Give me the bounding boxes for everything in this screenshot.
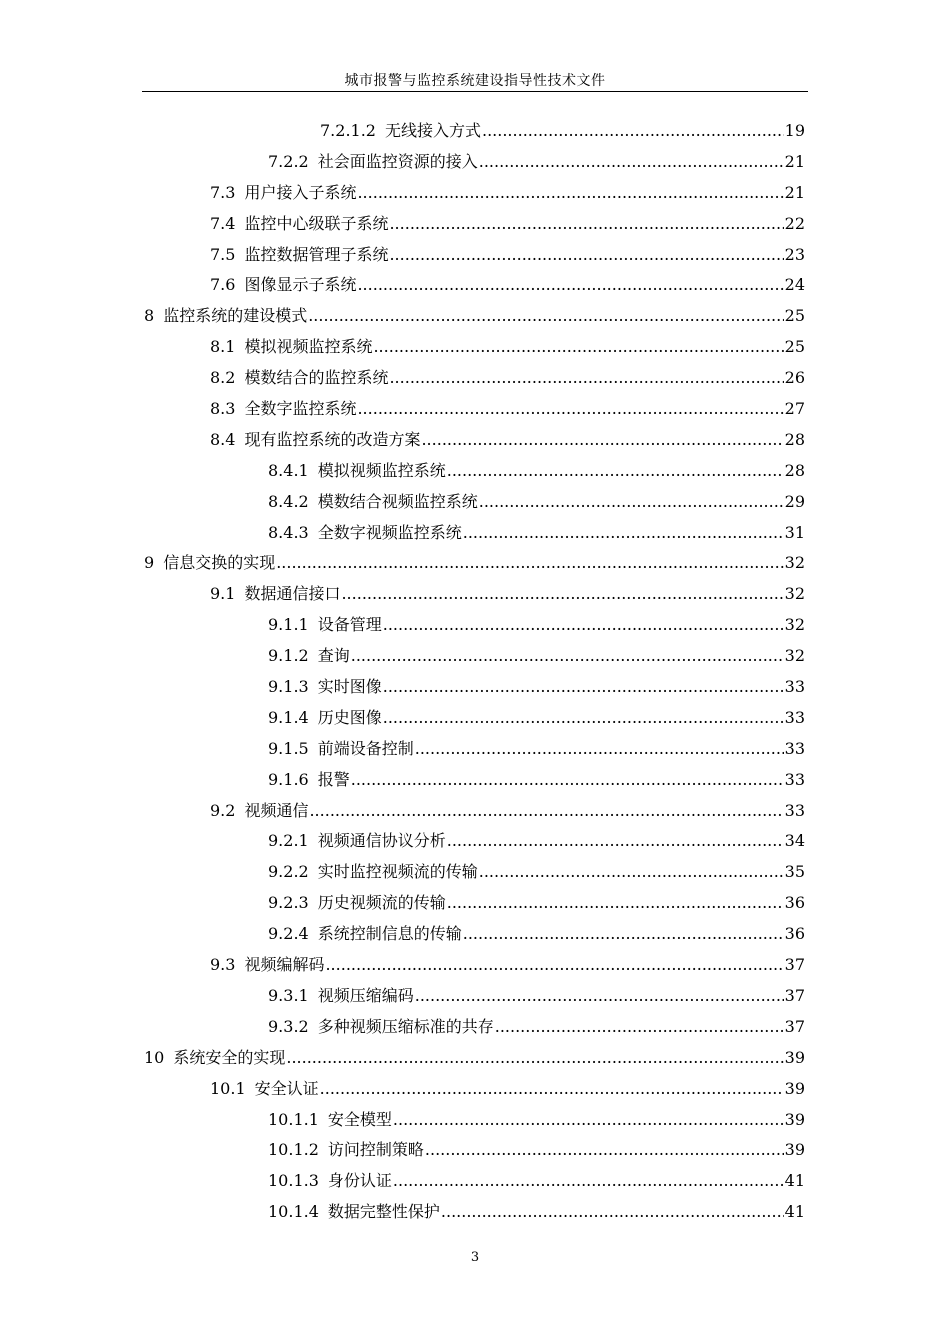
toc-entry[interactable]	[0, 703, 950, 734]
toc-entry-number: 9.2	[210, 800, 236, 820]
toc-dot-leader	[276, 548, 783, 579]
toc-entry[interactable]	[0, 765, 950, 796]
toc-dot-leader	[351, 641, 784, 672]
toc-entry-page: 28	[784, 429, 805, 449]
toc-entry-page: 39	[784, 1047, 805, 1067]
toc-entry[interactable]	[0, 981, 950, 1012]
toc-dot-leader	[383, 610, 784, 641]
toc-entry-number: 9.2.3	[268, 893, 309, 913]
toc-entry-title: 视频编解码	[244, 955, 325, 975]
toc-entry-title: 模数结合视频监控系统	[317, 491, 478, 511]
toc-dot-leader	[389, 240, 783, 271]
toc-dot-leader	[320, 1074, 784, 1105]
toc-entry-page: 31	[784, 522, 805, 542]
toc-entry-title: 系统控制信息的传输	[317, 924, 462, 944]
toc-entry-page: 33	[784, 800, 805, 820]
toc-dot-leader	[415, 734, 784, 765]
toc-entry[interactable]	[0, 363, 950, 394]
toc-entry-number: 8.2	[210, 368, 236, 388]
page-number: 3	[470, 1250, 480, 1265]
toc-entry-number: 7.2.2	[268, 151, 309, 171]
toc-entry[interactable]	[0, 487, 950, 518]
toc-entry-title: 无线接入方式	[384, 121, 481, 140]
toc-entry-title: 全数字监控系统	[244, 399, 357, 419]
toc-dot-leader	[447, 826, 784, 857]
toc-entry-page: 41	[784, 1202, 805, 1222]
toc-entry-page: 29	[784, 491, 805, 511]
toc-entry-number: 9.1.6	[268, 769, 309, 789]
toc-entry-number: 10.1.4	[268, 1202, 319, 1222]
toc-entry-number: 10.1.2	[268, 1140, 319, 1160]
toc-dot-leader	[389, 363, 783, 394]
toc-entry-page: 37	[784, 955, 805, 975]
toc-dot-leader	[441, 1197, 784, 1228]
toc-entry-number: 9.1.3	[268, 677, 309, 697]
toc-dot-leader	[309, 796, 783, 827]
toc-entry-title: 前端设备控制	[317, 738, 414, 758]
toc-dot-leader	[357, 394, 783, 425]
toc-entry-title: 数据完整性保护	[327, 1202, 440, 1222]
table-of-contents	[0, 116, 950, 1228]
toc-entry[interactable]	[0, 1166, 950, 1197]
toc-entry[interactable]	[0, 394, 950, 425]
toc-entry-page: 21	[784, 151, 805, 171]
toc-entry-number: 8.4.2	[268, 491, 309, 511]
toc-entry-page: 41	[784, 1171, 805, 1191]
toc-entry[interactable]	[0, 610, 950, 641]
toc-entry-page: 34	[784, 831, 805, 851]
toc-dot-leader	[389, 209, 783, 240]
toc-entry-title: 社会面监控资源的接入	[317, 151, 478, 171]
toc-entry[interactable]	[0, 857, 950, 888]
toc-entry-number: 9.1.4	[268, 707, 309, 727]
toc-entry-number: 8.4	[210, 429, 236, 449]
toc-entry[interactable]	[0, 425, 950, 456]
toc-dot-leader	[479, 487, 784, 518]
toc-entry-page: 33	[784, 738, 805, 758]
header-divider	[142, 91, 808, 92]
toc-entry[interactable]	[0, 1043, 950, 1074]
toc-entry[interactable]	[0, 1074, 950, 1105]
toc-dot-leader	[479, 147, 784, 178]
toc-dot-leader	[463, 518, 784, 549]
toc-entry-title: 视频通信协议分析	[317, 831, 446, 851]
toc-entry-page: 33	[784, 677, 805, 697]
toc-entry-title: 安全模型	[327, 1109, 392, 1129]
toc-entry-page: 32	[784, 615, 805, 635]
toc-entry[interactable]	[0, 579, 950, 610]
toc-entry-page: 25	[784, 306, 805, 326]
toc-entry-page: 36	[784, 924, 805, 944]
toc-entry-page: 25	[784, 337, 805, 357]
toc-dot-leader	[325, 950, 783, 981]
toc-entry-page: 23	[784, 244, 805, 264]
toc-entry[interactable]	[0, 332, 950, 363]
toc-entry-title: 系统安全的实现	[173, 1047, 286, 1067]
toc-entry[interactable]	[0, 919, 950, 950]
toc-entry[interactable]	[0, 641, 950, 672]
toc-entry-number: 7.5	[210, 244, 236, 264]
toc-entry-number: 7.2.1.2	[320, 121, 376, 140]
toc-entry-number: 9.1	[210, 584, 236, 604]
toc-entry-page: 32	[784, 584, 805, 604]
toc-entry[interactable]	[0, 1135, 950, 1166]
toc-entry-number: 9.1.1	[268, 615, 309, 635]
toc-entry-number: 9.3	[210, 955, 236, 975]
toc-dot-leader	[351, 765, 784, 796]
toc-entry[interactable]	[0, 270, 950, 301]
toc-entry-number: 10	[144, 1047, 165, 1067]
toc-entry-title: 信息交换的实现	[163, 553, 276, 573]
toc-dot-leader	[425, 1135, 784, 1166]
toc-entry-number: 9.1.5	[268, 738, 309, 758]
toc-dot-leader	[393, 1105, 784, 1136]
toc-entry-title: 报警	[317, 769, 350, 789]
toc-entry-page: 28	[784, 460, 805, 480]
toc-entry[interactable]	[0, 1197, 950, 1228]
toc-entry-title: 监控中心级联子系统	[244, 213, 389, 233]
toc-entry-title: 查询	[317, 646, 350, 666]
toc-dot-leader	[357, 270, 783, 301]
toc-dot-leader	[447, 456, 784, 487]
toc-entry-title: 多种视频压缩标准的共存	[317, 1016, 494, 1036]
toc-entry[interactable]	[0, 672, 950, 703]
toc-dot-leader	[479, 857, 784, 888]
toc-entry[interactable]	[0, 796, 950, 827]
toc-entry-number: 7.4	[210, 213, 236, 233]
toc-entry-page: 32	[784, 553, 805, 573]
toc-entry-number: 9.2.2	[268, 862, 309, 882]
toc-dot-leader	[357, 178, 783, 209]
toc-entry-title: 历史图像	[317, 707, 382, 727]
toc-entry-title: 模拟视频监控系统	[244, 337, 373, 357]
toc-entry-page: 19	[784, 121, 805, 140]
toc-entry[interactable]	[0, 147, 950, 178]
toc-entry-number: 9.2.4	[268, 924, 309, 944]
toc-entry-page: 21	[784, 182, 805, 202]
toc-entry-number: 9.2.1	[268, 831, 309, 851]
toc-entry-number: 8.4.3	[268, 522, 309, 542]
toc-entry-page: 33	[784, 769, 805, 789]
running-header: 城市报警与监控系统建设指导性技术文件	[344, 73, 606, 89]
toc-entry[interactable]	[0, 456, 950, 487]
toc-entry-title: 模数结合的监控系统	[244, 368, 389, 388]
toc-dot-leader	[495, 1012, 784, 1043]
toc-entry-title: 监控系统的建设模式	[163, 306, 308, 326]
toc-dot-leader	[308, 301, 783, 332]
toc-entry[interactable]	[0, 888, 950, 919]
toc-dot-leader	[482, 116, 784, 147]
toc-entry-title: 身份认证	[327, 1171, 392, 1191]
toc-entry-page: 22	[784, 213, 805, 233]
toc-entry-title: 视频通信	[244, 800, 309, 820]
toc-entry-number: 8.3	[210, 399, 236, 419]
toc-entry-page: 39	[784, 1078, 805, 1098]
toc-dot-leader	[447, 888, 784, 919]
toc-entry-number: 10.1.3	[268, 1171, 319, 1191]
toc-entry-page: 39	[784, 1109, 805, 1129]
toc-entry-page: 33	[784, 707, 805, 727]
toc-entry-page: 36	[784, 893, 805, 913]
toc-entry-page: 27	[784, 399, 805, 419]
toc-entry[interactable]	[0, 734, 950, 765]
toc-dot-leader	[421, 425, 783, 456]
toc-entry[interactable]	[0, 1105, 950, 1136]
toc-entry-title: 数据通信接口	[244, 584, 341, 604]
toc-entry-number: 9.1.2	[268, 646, 309, 666]
toc-entry-page: 39	[784, 1140, 805, 1160]
toc-entry-number: 8	[144, 306, 155, 326]
toc-entry[interactable]	[0, 116, 950, 147]
toc-entry-title: 图像显示子系统	[244, 275, 357, 295]
toc-entry[interactable]	[0, 1012, 950, 1043]
toc-entry-number: 10.1	[210, 1078, 246, 1098]
toc-entry-title: 监控数据管理子系统	[244, 244, 389, 264]
toc-dot-leader	[286, 1043, 783, 1074]
toc-entry-number: 8.1	[210, 337, 236, 357]
toc-entry[interactable]	[0, 209, 950, 240]
toc-entry-title: 用户接入子系统	[244, 182, 357, 202]
toc-entry-number: 8.4.1	[268, 460, 309, 480]
toc-entry[interactable]	[0, 826, 950, 857]
toc-entry[interactable]	[0, 950, 950, 981]
toc-dot-leader	[415, 981, 784, 1012]
toc-entry-page: 32	[784, 646, 805, 666]
toc-entry-title: 模拟视频监控系统	[317, 460, 446, 480]
toc-dot-leader	[373, 332, 783, 363]
toc-entry-page: 24	[784, 275, 805, 295]
toc-entry-number: 10.1.1	[268, 1109, 319, 1129]
toc-entry-number: 9.3.2	[268, 1016, 309, 1036]
toc-entry[interactable]	[0, 548, 950, 579]
toc-entry-title: 实时图像	[317, 677, 382, 697]
toc-entry-page: 26	[784, 368, 805, 388]
toc-entry-title: 安全认证	[254, 1078, 319, 1098]
toc-entry-page: 37	[784, 985, 805, 1005]
toc-entry[interactable]	[0, 178, 950, 209]
toc-entry-title: 现有监控系统的改造方案	[244, 429, 421, 449]
toc-entry-title: 全数字视频监控系统	[317, 522, 462, 542]
toc-dot-leader	[393, 1166, 784, 1197]
toc-entry-number: 9.3.1	[268, 985, 309, 1005]
toc-dot-leader	[463, 919, 784, 950]
toc-entry-title: 设备管理	[317, 615, 382, 635]
toc-dot-leader	[383, 672, 784, 703]
toc-entry[interactable]	[0, 518, 950, 549]
toc-entry-page: 35	[784, 862, 805, 882]
toc-entry-title: 访问控制策略	[327, 1140, 424, 1160]
toc-entry-title: 视频压缩编码	[317, 985, 414, 1005]
toc-entry-number: 7.3	[210, 182, 236, 202]
toc-entry-page: 37	[784, 1016, 805, 1036]
toc-entry-title: 实时监控视频流的传输	[317, 862, 478, 882]
toc-entry-title: 历史视频流的传输	[317, 893, 446, 913]
toc-entry-number: 7.6	[210, 275, 236, 295]
toc-dot-leader	[341, 579, 783, 610]
toc-entry[interactable]	[0, 301, 950, 332]
toc-dot-leader	[383, 703, 784, 734]
toc-entry-number: 9	[144, 553, 155, 573]
toc-entry[interactable]	[0, 240, 950, 271]
